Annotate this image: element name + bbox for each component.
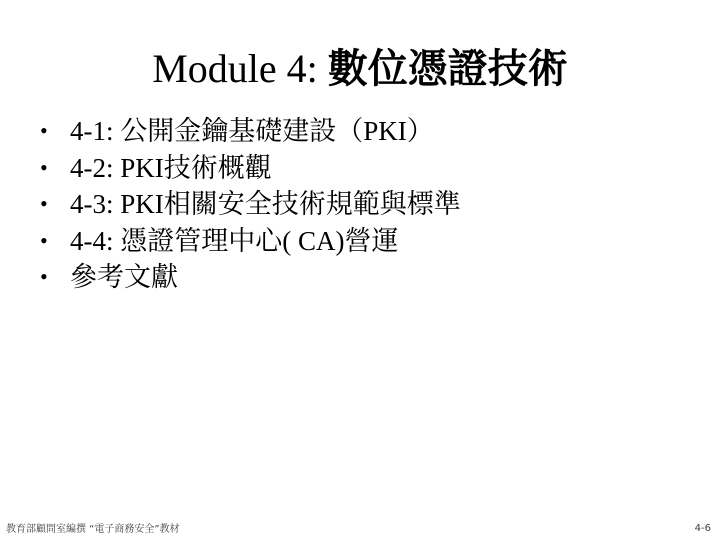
bullet-list [40,113,700,296]
bullet-icon: • [40,264,48,289]
list-item-text: 4-4: 憑證管理中心( CA)營運 [70,225,399,256]
list-item-text: 4-1: 公開金鑰基礎建設（PKI） [70,116,434,146]
list-item-text: 4-2: PKI技術概觀 [70,152,272,183]
footer-source: 教育部顧問室編撰 “電子商務安全”教材 [6,524,180,535]
bullet-icon: • [40,191,48,216]
page-number: 4-6 [694,523,711,534]
list-item [40,259,700,296]
list-item [40,223,700,260]
bullet-icon: • [40,227,48,253]
slide-title-latin: Module 4: [152,46,328,91]
list-item-text: 4-3: PKI相關安全技術規範與標準 [70,189,461,219]
list-item [40,113,700,150]
bullet-icon: • [40,154,48,180]
slide-title-cjk: 數位憑證技術 [327,45,568,92]
list-item [40,186,700,223]
list-item-text: 參考文獻 [70,262,178,292]
list-item [40,150,700,187]
slide-title [0,44,720,94]
bullet-icon: • [40,118,48,143]
